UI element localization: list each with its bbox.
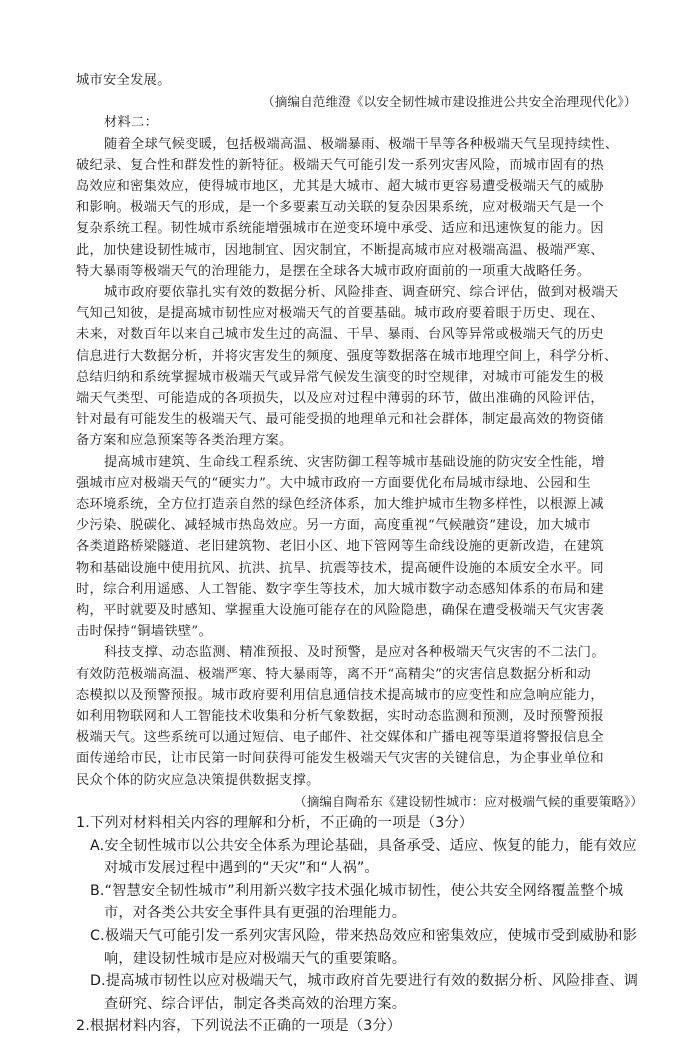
question-1-option-d: D.提高城市韧性以应对极端天气，城市政府首先要进行有效的数据分析、风险排查、调 — [90, 973, 639, 990]
para3-line: 少污染、脱碳化、减轻城市热岛效应。另一方面，高度重视“气候融资”建设，加大城市 — [76, 518, 592, 534]
para3-line: 物和基础设施中使用抗风、抗洪、抗旱、抗震等技术，提高硬件设施的本质安全水平。同 — [76, 560, 604, 576]
para1-line: 此，加快建设韧性城市，因地制宜、因灾制宜，不断提高城市应对极端高温、极端严寒、 — [76, 242, 604, 258]
para4-line: 如利用物联网和人工智能技术收集和分析气象数据，实时动态监测和预测，及时预警预报 — [76, 709, 604, 724]
para4-line: 科技支撑、动态监测、精准预报、及时预警，是应对各种极端天气灾害的不二法门。 — [104, 645, 605, 661]
question-2-stem: 2.根据材料内容，下列说法不正确的一项是（3分） — [76, 1018, 402, 1035]
para2-line: 城市政府要依靠扎实有效的数据分析、风险排查、调查研究、综合评估，做到对极端天 — [104, 285, 619, 300]
question-1-option-a: A.安全韧性城市以公共安全体系为理论基础，具备承受、适应、恢复的能力，能有效应 — [90, 837, 637, 854]
para1-line: 特大暴雨等极端天气的治理能力，是摆在全球各大城市政府面前的一项重大战略任务。 — [76, 263, 591, 279]
para2-line: 备方案和应急预案等各类治理方案。 — [76, 433, 293, 449]
material-2-label: 材料二： — [104, 115, 159, 131]
question-1-option-d-cont: 查研究、综合评估，制定各类高效的治理方案。 — [104, 995, 407, 1012]
source-citation-1: （摘编自范维澄《以安全韧性城市建设推进公共安全治理现代化》） — [262, 94, 637, 110]
question-1-option-a-cont: 对城市发展过程中遇到的“天灾”和“人祸”。 — [104, 860, 379, 877]
para4-line: 有效防范极端高温、极端严寒、特大暴雨等，离不开“高精尖”的灾害信息数据分析和动 — [76, 666, 592, 682]
para2-line: 气知己知彼，是提高城市韧性应对极端天气的首要基础。城市政府要着眼于历史、现在、 — [76, 306, 604, 322]
para4-line: 极端天气。这些系统可以通过短信、电子邮件、社交媒体和广播电视等渠道将警报信息全 — [76, 730, 604, 746]
para1-line: 复杂系统工程。韧性城市系统能增强城市在逆变环境中承受、适应和迅速恢复的能力。因 — [76, 221, 604, 237]
question-1-option-b: B.“智慧安全韧性城市”利用新兴数字技术强化城市韧性，使公共安全网络覆盖整个城 — [90, 882, 624, 899]
para3-line: 构，平时就要及时感知、掌握重大设施可能存在的风险隐患，确保在遭受极端天气灾害袭 — [76, 603, 604, 618]
para3-line: 击时保持“铜墙铁壁”。 — [76, 624, 213, 640]
question-1-stem: 1.下列对材料相关内容的理解和分析，不正确的一项是（3分） — [76, 815, 474, 831]
question-1-option-c: C.极端天气可能引发一系列灾害风险，带来热岛效应和密集效应，使城市受到威胁和影 — [90, 928, 638, 944]
para1-line: 破纪录、复合性和群发性的新特征。极端天气可能引发一系列灾害风险，而城市固有的热 — [76, 157, 604, 173]
para1-line: 和影响。极端天气的形成，是一个多要素互动关联的复杂因果系统，应对极端天气是一个 — [76, 200, 604, 216]
question-1-option-c-cont: 响，建设韧性城市是应对极端天气的重要策略。 — [104, 950, 407, 967]
para4-line: 态模拟以及预警预报。城市政府要利用信息通信技术提高城市的应变性和应急响应能力， — [76, 687, 604, 703]
para2-line: 信息进行大数据分析，并将灾害发生的频度、强度等数据落在城市地理空间上，科学分析、 — [76, 348, 618, 364]
para1-line: 岛效应和密集效应，使得城市地区，尤其是大城市、超大城市更容易遭受极端天气的威胁 — [76, 179, 604, 194]
source-citation-2: （摘编自陶希东《建设韧性城市：应对极端气候的重要策略》） — [294, 793, 644, 809]
para3-line: 强城市应对极端天气的“硬实力”。大中城市政府一方面要优化布局城市绿地、公园和生 — [76, 475, 592, 491]
lead-line: 城市安全发展。 — [76, 73, 171, 88]
para3-line: 时，综合利用遥感、人工智能、数字孪生等技术，加大城市数字动态感知体系的布局和建 — [76, 581, 604, 597]
para2-line: 未来，对数百年以来自己城市发生过的高温、干旱、暴雨、台风等异常或极端天气的历史 — [76, 327, 604, 343]
para3-line: 态环境系统，全方位打造亲自然的绿色经济体系，加大维护城市生物多样性，以根源上减 — [76, 497, 604, 512]
para3-line: 各类道路桥梁隧道、老旧建筑物、老旧小区、地下管网等生命线设施的更新改造，在建筑 — [76, 539, 604, 555]
para4-line: 面传递给市民，让市民第一时间获得可能发生极端天气灾害的关键信息，为企事业单位和 — [76, 751, 604, 767]
para2-line: 针对最有可能发生的极端天气、最可能受损的地理单元和社会群体，制定最高效的物资储 — [76, 412, 604, 428]
para2-line: 端天气类型、可能造成的各项损失，以及应对过程中薄弱的环节，做出准确的风险评估， — [76, 391, 604, 406]
question-1-option-b-cont: 市，对各类公共安全事件具有更强的治理能力。 — [104, 905, 407, 922]
para1-line: 随着全球气候变暖，包括极端高温、极端暴雨、极端干旱等各种极端天气呈现持续性、 — [104, 136, 619, 152]
para2-line: 总结归纳和系统掌握城市极端天气或异常气候发生演变的时空规律，对城市可能发生的极 — [76, 369, 604, 385]
para3-line: 提高城市建筑、生命线工程系统、灾害防御工程等城市基础设施的防灾安全性能，增 — [104, 454, 605, 470]
para4-line: 民众个体的防灾应急决策提供数据支撑。 — [76, 772, 320, 788]
